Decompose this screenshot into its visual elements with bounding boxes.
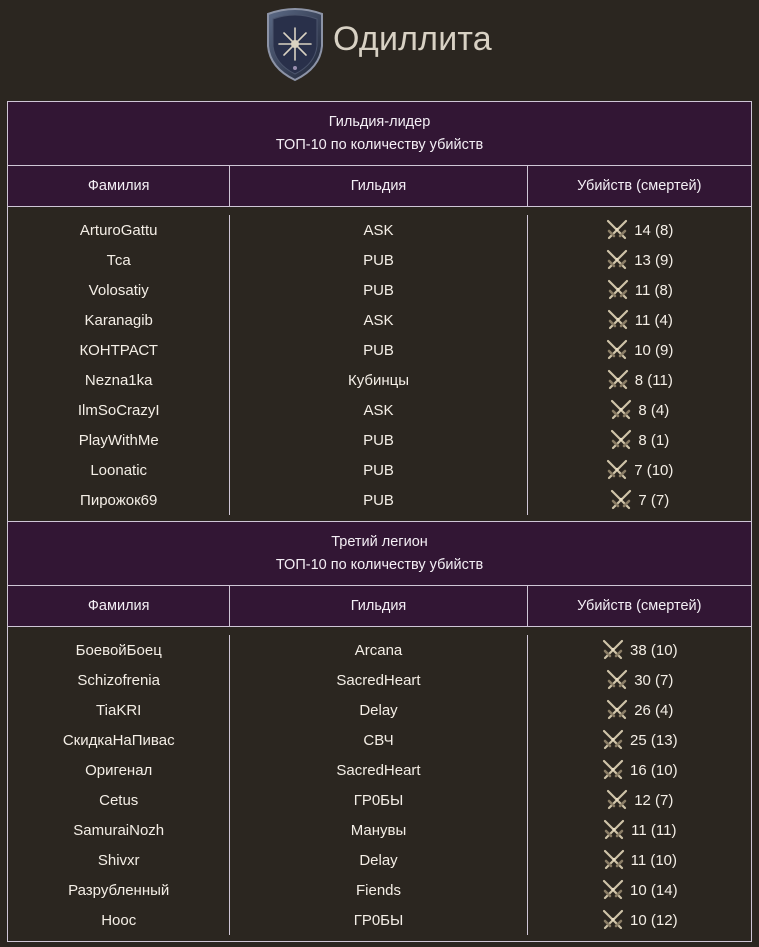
player-name: ArturoGattu [8,215,230,245]
crossed-swords-icon [609,399,633,421]
kills-deaths-value: 7 (7) [638,491,670,509]
guild-name: Fiends [230,875,527,905]
guild-name: SacredHeart [230,665,527,695]
table-row [8,275,751,305]
player-name: SamuraiNozh [8,815,230,845]
kills-deaths-value: 7 (10) [634,461,674,479]
shield-emblem-icon [262,6,328,82]
crossed-swords-icon [606,369,630,391]
table-row [8,635,751,665]
table-row [8,755,751,785]
kills-cell [528,219,751,241]
crossed-swords-icon [601,909,625,931]
table-row [8,425,751,455]
table-row [8,665,751,695]
guild-name: Delay [230,845,527,875]
player-name: Разрубленный [8,875,230,905]
player-name: Cetus [8,785,230,815]
kills-deaths-value: 38 (10) [630,641,678,659]
page-title: Одиллита [333,20,492,58]
guild-name: PUB [230,275,527,305]
kills-cell [528,669,751,691]
guild-name: ASK [230,305,527,335]
player-name: Karanagib [8,305,230,335]
kills-cell [528,759,751,781]
ranking-table [7,521,752,942]
section-subtitle: ТОП-10 по количеству убийств [275,136,484,153]
table-row [8,845,751,875]
kills-cell [528,309,751,331]
column-header: Убийств (смертей) [577,598,702,614]
kills-deaths-value: 12 (7) [634,791,674,809]
kills-deaths-value: 11 (8) [634,281,673,299]
page-header [0,0,759,101]
guild-name: SacredHeart [230,755,527,785]
guild-name: ГР0БЫ [230,905,527,935]
column-header: Фамилия [8,586,230,626]
section-subtitle: ТОП-10 по количеству убийств [275,556,484,573]
table-row [8,875,751,905]
table-row [8,245,751,275]
kills-deaths-value: 8 (11) [634,371,673,389]
kills-deaths-value: 10 (9) [634,341,674,359]
table-row [8,905,751,935]
kills-deaths-value: 8 (1) [638,431,670,449]
guild-name: ASK [230,215,527,245]
player-name: Nezna1ka [8,365,230,395]
guild-name: Кубинцы [230,365,527,395]
kills-deaths-value: 11 (4) [634,311,673,329]
crossed-swords-icon [609,429,633,451]
ranking-table [7,101,752,522]
column-header: Убийств (смертей) [577,178,702,194]
kills-cell [528,879,751,901]
kills-cell [528,339,751,361]
player-name: IlmSoCrazyI [8,395,230,425]
player-name: Пирожок69 [8,485,230,515]
column-header: Гильдия [230,586,527,626]
kills-deaths-value: 25 (13) [630,731,678,749]
kills-cell [528,369,751,391]
guild-name: СВЧ [230,725,527,755]
kills-deaths-value: 11 (10) [630,851,678,869]
guild-name: ГР0БЫ [230,785,527,815]
table-row [8,785,751,815]
kills-deaths-value: 14 (8) [634,221,674,239]
player-name: Shivxr [8,845,230,875]
crossed-swords-icon [605,669,629,691]
crossed-swords-icon [605,219,629,241]
player-name: Schizofrenia [8,665,230,695]
crossed-swords-icon [606,309,630,331]
kills-deaths-value: 10 (14) [630,881,678,899]
table-row [8,725,751,755]
kills-deaths-value: 16 (10) [630,761,678,779]
kills-cell [528,279,751,301]
table-row [8,815,751,845]
section-title: Третий легион [331,533,428,550]
kills-cell [528,729,751,751]
kills-cell [528,699,751,721]
player-name: TiaKRI [8,695,230,725]
crossed-swords-icon [602,819,626,841]
kills-cell [528,489,751,511]
column-headers [7,585,752,627]
player-name: СкидкаНаПивас [8,725,230,755]
column-headers [7,165,752,207]
guild-name: Delay [230,695,527,725]
section-header [7,101,752,165]
kills-deaths-value: 30 (7) [634,671,674,689]
guild-name: PUB [230,425,527,455]
player-name: КОНТРАСТ [8,335,230,365]
crossed-swords-icon [601,729,625,751]
crossed-swords-icon [601,759,625,781]
kills-deaths-value: 11 (11) [631,821,677,839]
player-name: Тса [8,245,230,275]
player-name: Оригенал [8,755,230,785]
kills-cell [528,909,751,931]
column-header: Гильдия [230,166,527,206]
kills-cell [528,429,751,451]
crossed-swords-icon [605,339,629,361]
table-row [8,335,751,365]
guild-name: PUB [230,245,527,275]
guild-name: Манувы [230,815,527,845]
guild-name: PUB [230,485,527,515]
crossed-swords-icon [605,699,629,721]
kills-deaths-value: 10 (12) [630,911,678,929]
crossed-swords-icon [606,279,630,301]
kills-cell [528,459,751,481]
kills-cell [528,249,751,271]
crossed-swords-icon [602,849,626,871]
table-body [7,207,752,522]
crossed-swords-icon [605,459,629,481]
crossed-swords-icon [601,639,625,661]
crossed-swords-icon [605,789,629,811]
crossed-swords-icon [601,879,625,901]
player-name: БоевойБоец [8,635,230,665]
section-title: Гильдия-лидер [328,113,431,130]
crossed-swords-icon [609,489,633,511]
kills-cell [528,819,751,841]
kills-deaths-value: 26 (4) [634,701,674,719]
guild-name: PUB [230,335,527,365]
table-row [8,365,751,395]
table-row [8,455,751,485]
player-name: Volosatiy [8,275,230,305]
player-name: Loonatic [8,455,230,485]
kills-cell [528,639,751,661]
table-row [8,695,751,725]
table-row [8,305,751,335]
column-header: Фамилия [8,166,230,206]
kills-deaths-value: 8 (4) [638,401,670,419]
guild-name: ASK [230,395,527,425]
table-row [8,395,751,425]
guild-name: Arcana [230,635,527,665]
section-header [7,521,752,585]
guild-name: PUB [230,455,527,485]
player-name: PlayWithMe [8,425,230,455]
kills-cell [528,849,751,871]
kills-cell [528,399,751,421]
kills-deaths-value: 13 (9) [634,251,674,269]
kills-cell [528,789,751,811]
player-name: Ноос [8,905,230,935]
table-row [8,485,751,515]
table-body [7,627,752,942]
crossed-swords-icon [605,249,629,271]
table-row [8,215,751,245]
